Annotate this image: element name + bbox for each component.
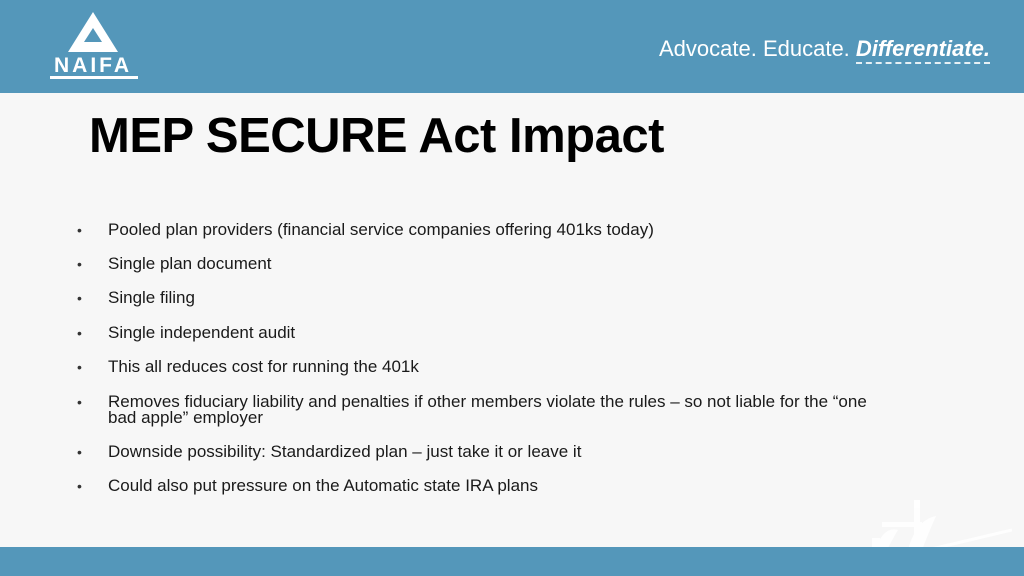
tagline-plain: Advocate. Educate. (659, 36, 850, 61)
bullet-text: Single filing (108, 288, 195, 307)
bullet-text: Could also put pressure on the Automatic state IRA plans (108, 476, 538, 495)
bullet-text: Pooled plan providers (financial service companies offering 401ks today) (108, 220, 654, 239)
bullet-dot-icon: • (77, 325, 82, 341)
bullet-dot-icon: • (77, 222, 82, 238)
footer-bar (0, 547, 1024, 576)
tagline-emphasis: Differentiate. (856, 36, 990, 64)
bullet-dot-icon: • (77, 394, 82, 410)
bullet-text: Removes fiduciary liability and penalties if other members violate the rules – so not liable for the “one bad apple” employer (108, 392, 867, 427)
bullet-text: Downside possibility: Standardized plan – just take it or leave it (108, 442, 582, 461)
naifa-logo[interactable] (46, 10, 142, 82)
bullet-text: Single independent audit (108, 323, 296, 342)
bullet-text: This all reduces cost for running the 401k (108, 357, 419, 376)
logo-text: NAIFA (54, 54, 132, 77)
bullet-dot-icon: • (77, 478, 82, 494)
tagline (659, 36, 990, 62)
bullet-text: Single plan document (108, 254, 272, 273)
bullet-dot-icon: • (77, 359, 82, 375)
bullet-dot-icon: • (77, 444, 82, 460)
slide-title: MEP SECURE Act Impact (89, 109, 664, 163)
header-bar (0, 0, 1024, 93)
bullet-dot-icon: • (77, 256, 82, 272)
bullet-dot-icon: • (77, 290, 82, 306)
